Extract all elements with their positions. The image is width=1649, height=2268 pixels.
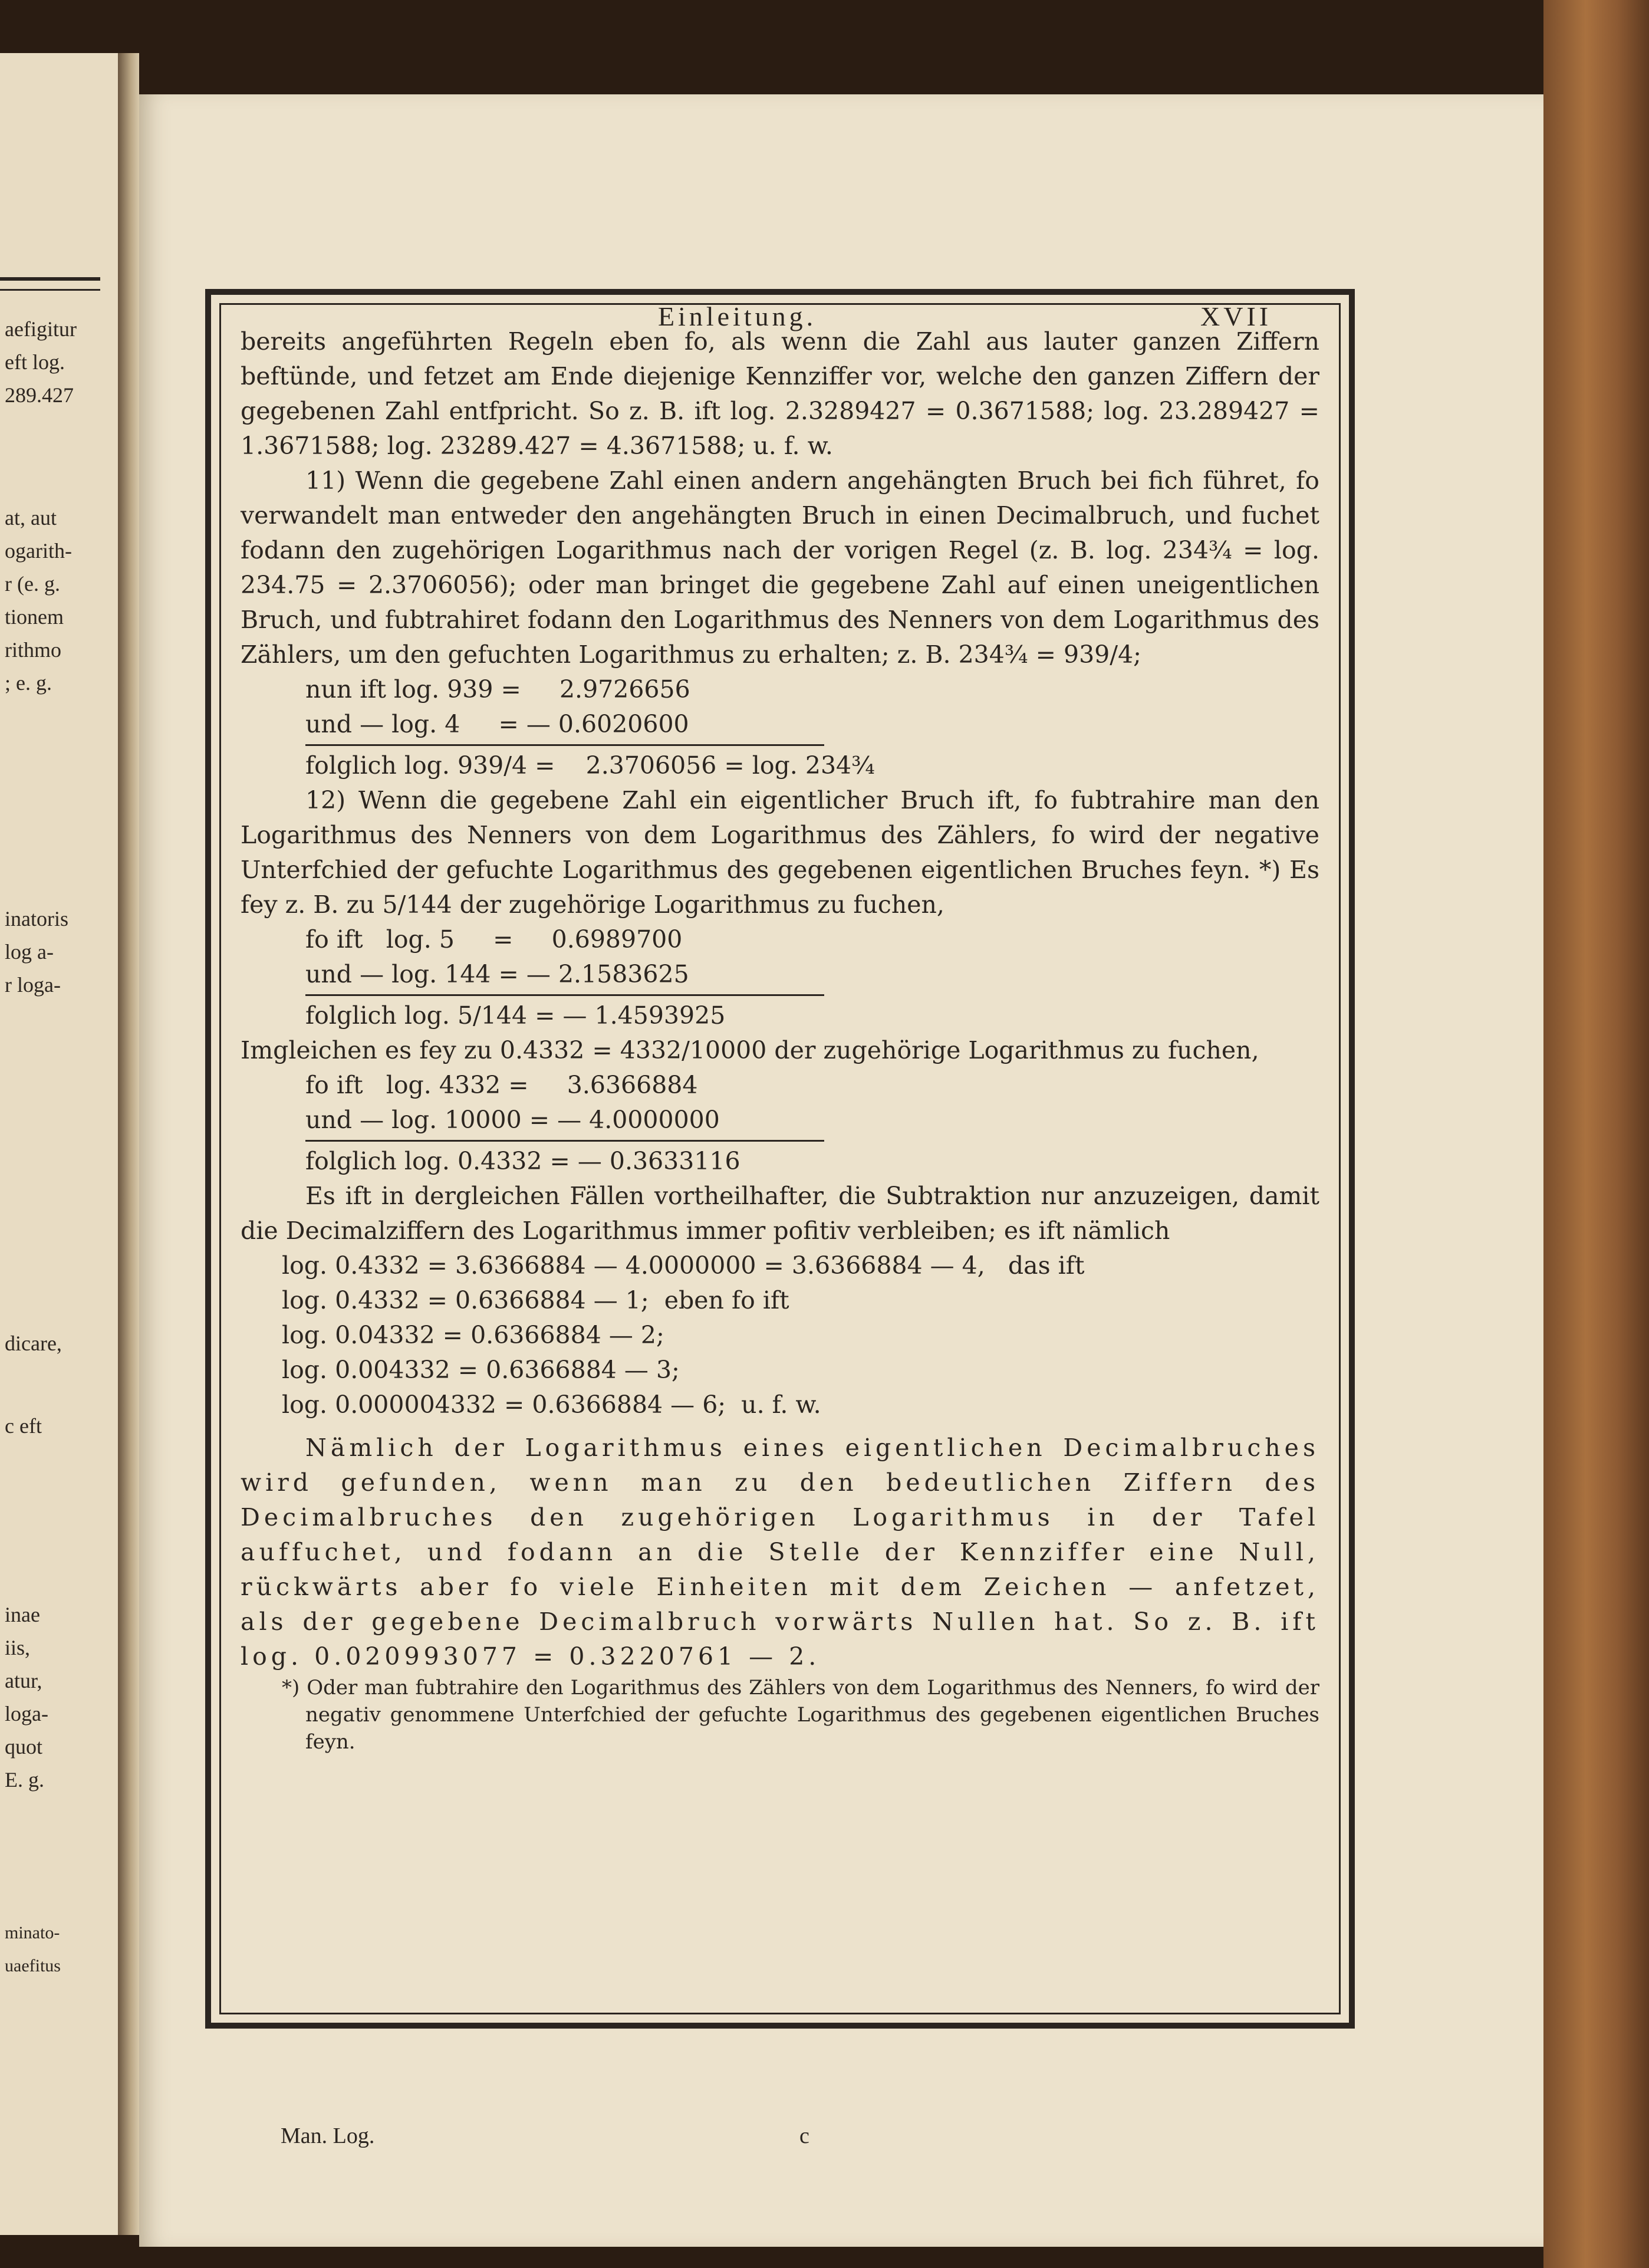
page-number: XVII xyxy=(1200,301,1272,331)
book-gutter xyxy=(118,53,139,2235)
paragraph: Es ift in dergleichen Fällen vortheilhafter, die Subtraktion nur anzuzeigen, damit die Decimalziffern des Logarithmus immer pofitiv verbleiben; es ift nämlich xyxy=(241,1182,1319,1245)
equation-line: log. 0.4332 = 3.6366884 — 4.0000000 = 3.6366884 — 4, das ift xyxy=(282,1251,1085,1280)
calc-line: nun ift log. 939 = 2.9726656 xyxy=(305,675,690,704)
calc-line: und — log. 4 = — 0.6020600 xyxy=(305,710,689,738)
running-header xyxy=(139,212,1543,331)
signature-mark: c xyxy=(799,2124,809,2148)
sum-rule xyxy=(305,1140,824,1142)
left-fragment: loga- xyxy=(5,1702,48,1725)
sum-rule xyxy=(305,744,824,746)
paragraph-rule-11: 11) Wenn die gegebene Zahl einen andern angehängten Bruch bei fich führet, fo verwandelt man entweder den angehängten Bruch in einen Decimalbruch, und fuchet fodann den zugehörigen Logarithmus nach der vorigen Regel (z. B. log. 234¾ = log. 234.75 = 2.3706056); oder man bringet die gegebene Zahl auf einen uneigentlichen Bruch, und fubtrahiret fodann den Logarithmus des Nenners von dem Logarithmus des Zählers, um den gefuchten Logarithmus zu erhalten; z. B. 234¾ = 939/4; xyxy=(241,466,1319,669)
paragraph: Imgleichen es fey zu 0.4332 = 4332/10000 der zugehörige Logarithmus zu fuchen, xyxy=(241,1036,1259,1064)
footnote: *) Oder man fubtrahire den Logarithmus des Zählers von dem Logarithmus des Nenners, fo wird der negativ genommene Unterfchied der gefuchte Logarithmus des gegebenen eigentlichen Bruches feyn. xyxy=(282,1676,1319,1754)
left-fragment: iis, xyxy=(5,1636,31,1659)
left-fragment: eft log. xyxy=(5,350,65,374)
left-fragment: at, aut xyxy=(5,506,57,530)
left-fragment: dicare, xyxy=(5,1332,62,1355)
left-fragment: minato- xyxy=(5,1923,60,1942)
equation-line: log. 0.000004332 = 0.6366884 — 6; u. f. w. xyxy=(282,1391,821,1419)
left-fragment: ogarith- xyxy=(5,539,72,563)
calc-result: folglich log. 0.4332 = — 0.3633116 xyxy=(305,1147,740,1175)
left-fragment: atur, xyxy=(5,1669,42,1692)
equation-line: log. 0.004332 = 0.6366884 — 3; xyxy=(282,1356,680,1384)
book-cover-edge xyxy=(1543,0,1649,2268)
sum-rule xyxy=(305,994,824,996)
left-fragment: rithmo xyxy=(5,638,61,662)
left-fragment: aefigitur xyxy=(5,317,77,341)
equation-line: log. 0.04332 = 0.6366884 — 2; xyxy=(282,1321,664,1349)
paragraph-rule-12: 12) Wenn die gegebene Zahl ein eigentlicher Bruch ift, fo fubtrahire man den Logarithmus des Nenners von dem Logarithmus des Zählers, fo wird der negative Unterfchied der gefuchte Logarithmus des gegebenen eigentlichen Bruches feyn. *) Es fey z. B. zu 5/144 der zugehörige Logarithmus zu fuchen, xyxy=(241,786,1319,919)
calc-result: folglich log. 5/144 = — 1.4593925 xyxy=(305,1001,726,1030)
left-page-rule xyxy=(0,277,100,291)
right-page xyxy=(139,94,1543,2247)
left-fragment: log a- xyxy=(5,940,54,964)
calc-line: fo ift log. 5 = 0.6989700 xyxy=(305,925,683,954)
left-fragment: c eft xyxy=(5,1414,42,1438)
paragraph: bereits angeführten Regeln eben fo, als wenn die Zahl aus lauter ganzen Ziffern beftünde, und fetzet am Ende diejenige Kennziffer vor, welche den ganzen Ziffern der gegebenen Zahl entfpricht. So z. B. ift log. 2.3289427 = 0.3671588; log. 23.289427 = 1.3671588; log. 23289.427 = 4.3671588; u. f. w. xyxy=(241,327,1319,460)
calc-result: folglich log. 939/4 = 2.3706056 = log. 234¾ xyxy=(305,751,875,780)
calc-line: und — log. 144 = — 2.1583625 xyxy=(305,960,689,988)
left-fragment: ; e. g. xyxy=(5,671,52,695)
left-fragment: inae xyxy=(5,1603,40,1626)
paragraph-spaced: Nämlich der Logarithmus eines eigentlichen Decimalbruches wird gefunden, wenn man zu den bedeutlichen Ziffern des Decimalbruches den zugehörigen Logarithmus in der Tafel auffuchet, und fodann an die Stelle der Kennziffer eine Null, rückwärts aber fo viele Einheiten mit dem Zeichen — anfetzet, als der gegebene Decimalbruch vorwärts Nullen hat. So z. B. ift log. 0.020993077 = 0.3220761 — 2. xyxy=(241,1434,1319,1671)
left-fragment: inatoris xyxy=(5,907,68,931)
left-page xyxy=(0,53,120,2235)
left-fragment: 289.427 xyxy=(5,383,74,407)
equation-line: log. 0.4332 = 0.6366884 — 1; eben fo ift xyxy=(282,1286,789,1314)
left-fragment: tionem xyxy=(5,605,64,629)
running-title: Einleitung. xyxy=(658,301,817,331)
calc-line: fo ift log. 4332 = 3.6366884 xyxy=(305,1071,698,1099)
left-fragment: r loga- xyxy=(5,973,61,997)
calc-line: und — log. 10000 = — 4.0000000 xyxy=(305,1106,720,1134)
left-fragment: E. g. xyxy=(5,1768,44,1792)
left-fragment: quot xyxy=(5,1735,43,1758)
left-fragment: uaefitus xyxy=(5,1956,61,1976)
signature-line: Man. Log. xyxy=(281,2124,375,2148)
left-fragment: r (e. g. xyxy=(5,572,60,596)
page-body xyxy=(241,324,1319,1756)
